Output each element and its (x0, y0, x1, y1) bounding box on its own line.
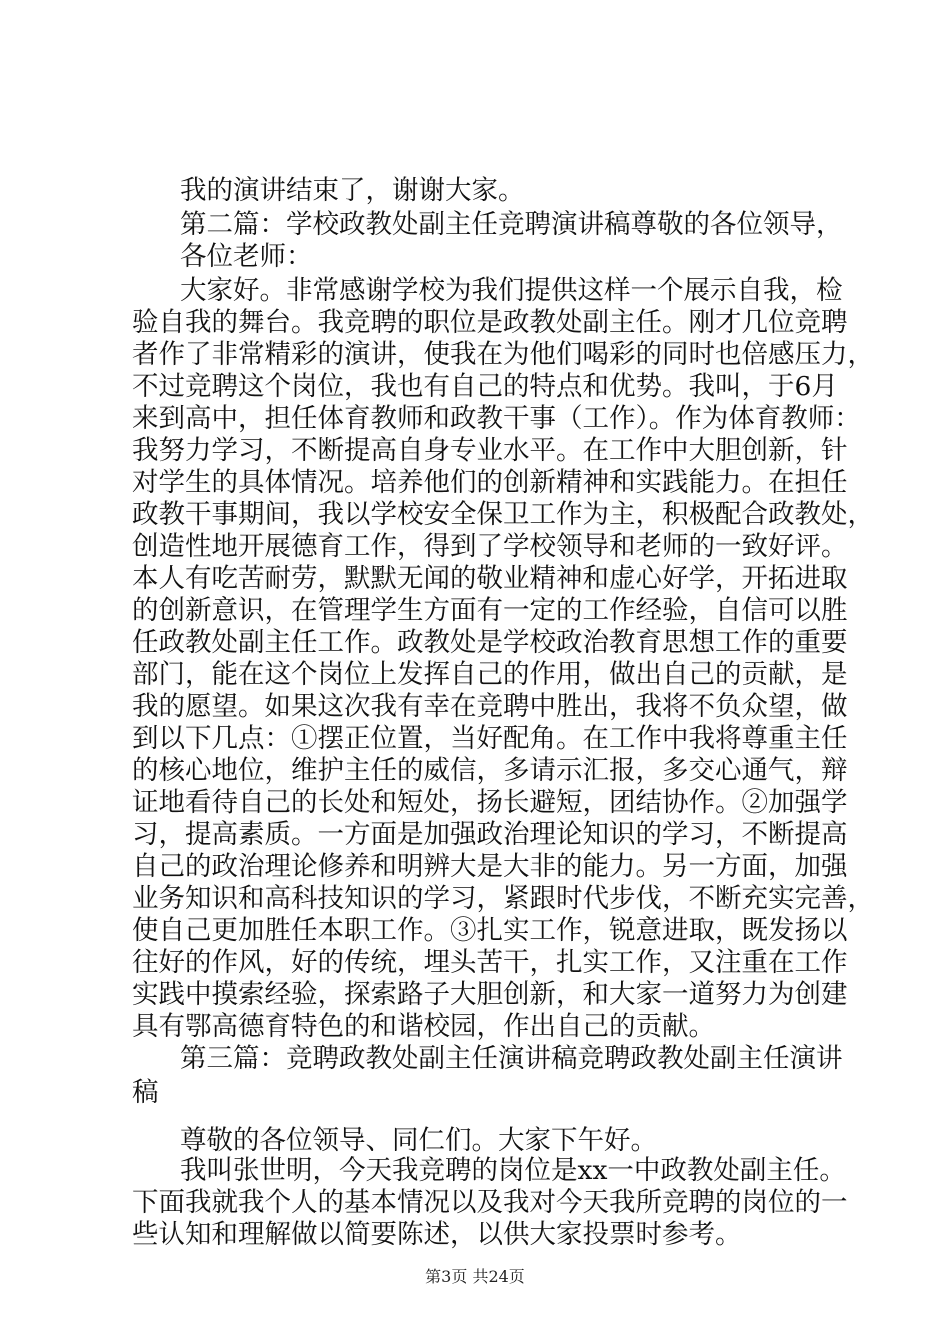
text-line: 的核心地位，维护主任的威信，多请示汇报，多交心通气，辩 (132, 755, 848, 786)
text-line: 创造性地开展德育工作，得到了学校领导和老师的一致好评。 (132, 531, 848, 562)
text-line: 者作了非常精彩的演讲，使我在为他们喝彩的同时也倍感压力， (132, 339, 874, 370)
text-line: 各位老师： (180, 241, 313, 272)
text-line: 对学生的具体情况。培养他们的创新精神和实践能力。在担任 (132, 467, 848, 498)
text-line: 第三篇：竞聘政教处副主任演讲稿竞聘政教处副主任演讲 (180, 1043, 843, 1074)
text-line: 部门，能在这个岗位上发挥自己的作用，做出自己的贡献，是 (132, 659, 848, 690)
text-line: 大家好。非常感谢学校为我们提供这样一个展示自我，检 (180, 275, 843, 306)
text-line: 来到高中，担任体育教师和政教干事（工作）。作为体育教师： (132, 403, 861, 434)
text-line: 我的愿望。如果这次我有幸在竞聘中胜出，我将不负众望，做 (132, 691, 848, 722)
text-line: 我努力学习，不断提高自身专业水平。在工作中大胆创新，针 (132, 435, 848, 466)
text-line: 第二篇：学校政教处副主任竞聘演讲稿尊敬的各位领导， (180, 209, 843, 240)
page-footer: 第3页 共24页 (425, 1267, 525, 1286)
text-line: 政教干事期间，我以学校安全保卫工作为主，积极配合政教处， (132, 499, 874, 530)
text-line: 具有鄂高德育特色的和谐校园，作出自己的贡献。 (132, 1011, 715, 1042)
text-line: 实践中摸索经验，探索路子大胆创新，和大家一道努力为创建 (132, 979, 848, 1010)
text-line: 验自我的舞台。我竞聘的职位是政教处副主任。刚才几位竞聘 (132, 307, 848, 338)
text-line: 些认知和理解做以简要陈述，以供大家投票时参考。 (132, 1219, 742, 1250)
text-line: 自己的政治理论修养和明辨大是大非的能力。另一方面，加强 (132, 851, 848, 882)
text-line: 到以下几点：①摆正位置，当好配角。在工作中我将尊重主任 (132, 723, 848, 754)
text-line: 下面我就我个人的基本情况以及我对今天我所竞聘的岗位的一 (132, 1187, 848, 1218)
text-line: 证地看待自己的长处和短处，扬长避短，团结协作。②加强学 (132, 787, 848, 818)
text-line: 往好的作风，好的传统，埋头苦干，扎实工作，又注重在工作 (132, 947, 848, 978)
text-line: 任政教处副主任工作。政教处是学校政治教育思想工作的重要 (132, 627, 848, 658)
text-line: 不过竞聘这个岗位，我也有自己的特点和优势。我叫，于6月 (132, 371, 838, 402)
text-line: 稿 (132, 1077, 159, 1108)
text-line: 尊敬的各位领导、同仁们。大家下午好。 (180, 1125, 657, 1156)
text-line: 的创新意识，在管理学生方面有一定的工作经验，自信可以胜 (132, 595, 848, 626)
text-line: 我叫张世明，今天我竞聘的岗位是xx一中政教处副主任。 (180, 1155, 846, 1186)
text-line: 使自己更加胜任本职工作。③扎实工作，锐意进取，既发扬以 (132, 915, 848, 946)
text-line: 我的演讲结束了，谢谢大家。 (180, 175, 525, 206)
text-line: 本人有吃苦耐劳，默默无闻的敬业精神和虚心好学，开拓进取 (132, 563, 848, 594)
text-line: 业务知识和高科技知识的学习，紧跟时代步伐，不断充实完善， (132, 883, 874, 914)
text-line: 习，提高素质。一方面是加强政治理论知识的学习，不断提高 (132, 819, 848, 850)
